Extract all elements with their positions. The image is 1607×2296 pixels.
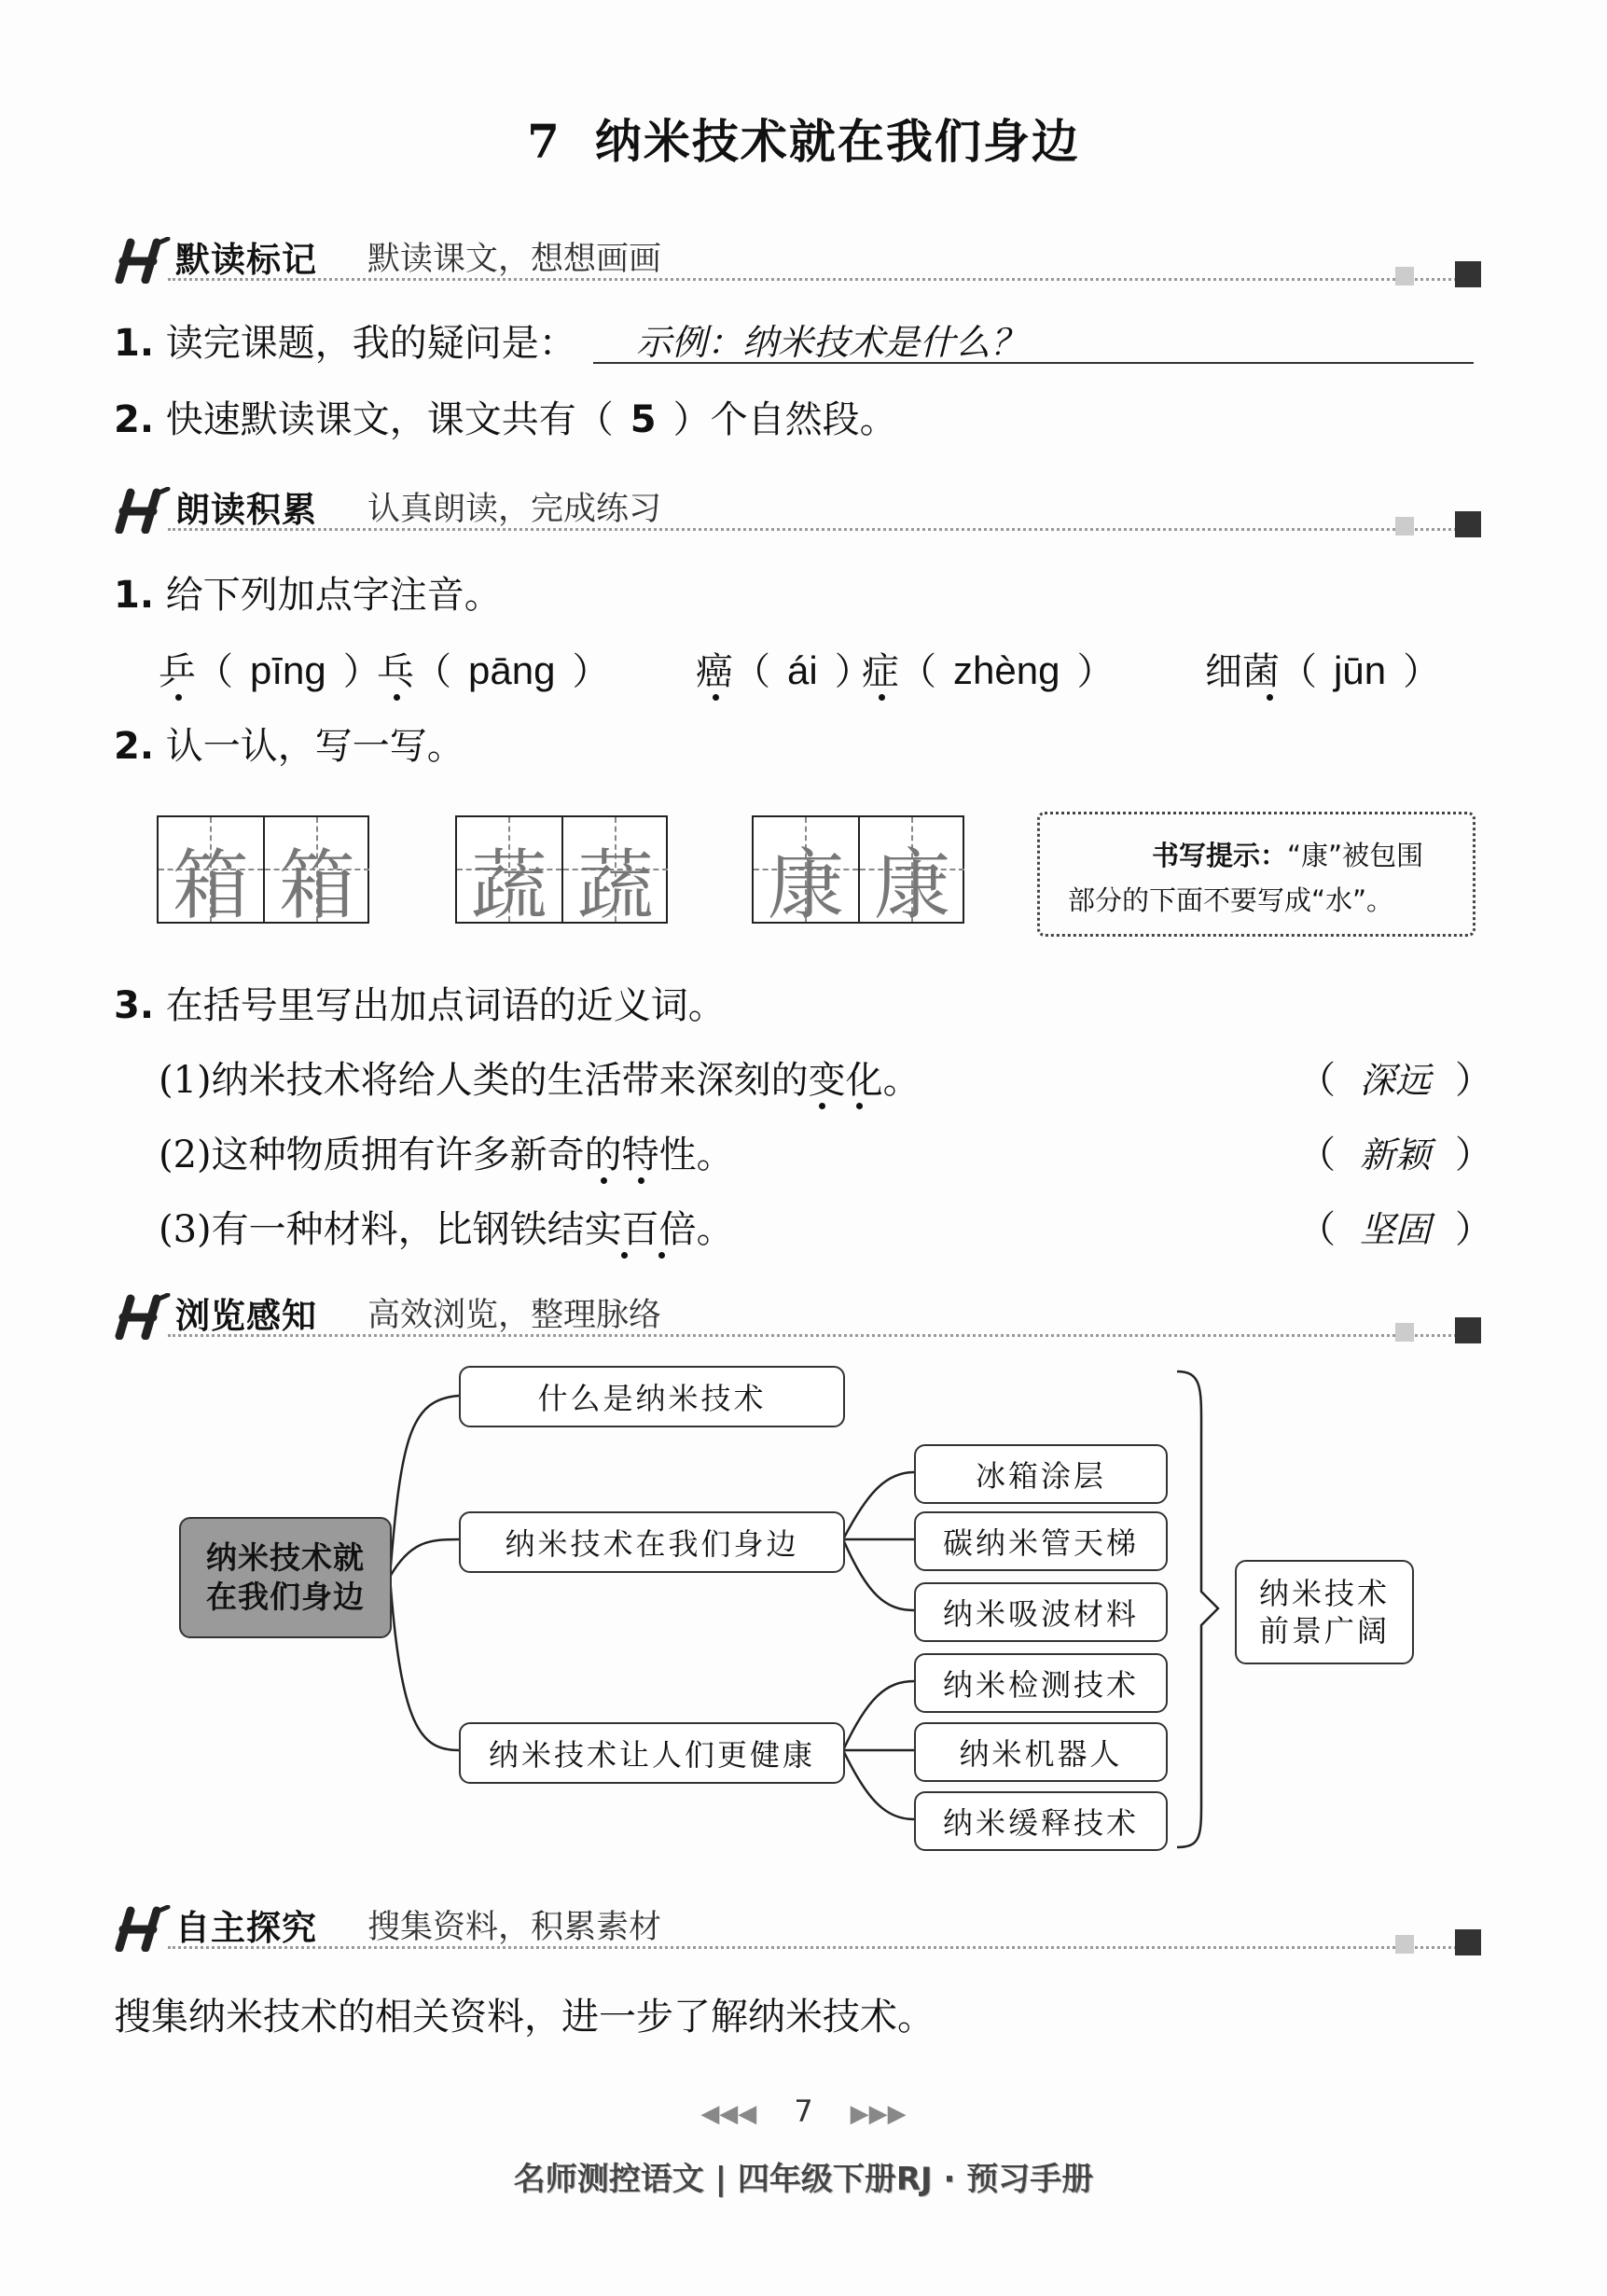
q-text: 读完课题，我的疑问是： [165,322,576,365]
mindmap-center-node [179,1517,392,1638]
pinyin-answer[interactable]: ái [787,648,818,692]
dotted-char: 乓 [377,650,414,693]
section-name: 自主探究 [175,1908,317,1948]
pinyin-item-4: 症（ zhèng ） [862,648,1115,693]
item-sentence: 这种物质拥有许多新奇的特性。 [211,1134,734,1176]
leaf-node: 纳米吸波材料 [914,1582,1168,1642]
section-subtitle: 搜集资料，积累素材 [367,1909,662,1946]
item-sentence: 纳米技术将给人类的生活带来深刻的变化。 [211,1059,921,1102]
synonym-answer: 深远 [1360,1060,1432,1101]
pinyin-answer[interactable]: zhèng [953,648,1060,692]
pinyin-item-1: 乒（ pīng ） [159,648,381,693]
branch-node-1: 什么是纳米技术 [459,1366,845,1427]
pinyin-item-5: 细菌（ jūn ） [1205,648,1441,693]
page-number-bar [0,2094,1607,2129]
written-char: 蔬 [576,842,654,930]
tip-label: 书写提示： [1152,840,1288,871]
explore-text: 搜集纳米技术的相关资料，进一步了解纳米技术。 [114,1996,935,2039]
item-label: (1) [159,1059,212,1102]
section-h-icon [114,1905,172,1952]
answer-bracket-2[interactable]: （ 新颖 ） [1298,1134,1493,1176]
answer-bracket-3[interactable]: （ 坚固 ） [1298,1208,1493,1251]
pinyin-item-2: 乓（ pāng ） [377,648,610,693]
q-number: 1. [114,322,155,365]
leaf-node: 纳米检测技术 [914,1653,1168,1713]
lesson-number: 7 [527,114,561,169]
pinyin-answer[interactable]: pīng [250,648,326,692]
synonym-answer: 新颖 [1360,1134,1432,1176]
q-text-before: 快速默读课文，课文共有（ [165,398,614,441]
written-char: 箱 [278,842,355,930]
synonym-answer: 坚固 [1360,1209,1432,1250]
next-arrows-icon: ▶▶▶ [850,2100,907,2128]
conclusion-line-1: 纳米技术 [1258,1576,1390,1611]
book-title: 名师测控语文 | 四年级下册RJ · 预习手册 [513,2161,1094,2198]
written-char: 康 [873,842,950,930]
conclusion-line-2: 前景广阔 [1258,1613,1390,1649]
dotted-char: 癌 [696,650,733,693]
branch-node-3: 纳米技术让人们更健康 [459,1722,845,1784]
pinyin-answer[interactable]: pāng [468,648,556,692]
center-line-2: 在我们身边 [206,1579,365,1615]
dotted-char: 乒 [159,650,196,693]
section-header-explore [114,1892,1481,1957]
conclusion-node [1235,1560,1414,1664]
pinyin-item-3: 癌（ ái ） [696,648,872,693]
section-name: 浏览感知 [175,1296,317,1336]
answer-bracket-1[interactable]: （ 深远 ） [1298,1059,1493,1102]
handwritten-answer: 示例：纳米技术是什么？ [636,322,1027,363]
model-char: 蔬 [470,842,547,930]
section-subtitle: 认真朗读，完成练习 [367,491,662,528]
model-char: 箱 [172,842,249,930]
q-number: 2. [114,398,155,441]
section-name: 朗读积累 [175,490,317,530]
section-subtitle: 高效浏览，整理脉络 [367,1297,662,1334]
q-text: 认一认，写一写。 [165,725,464,768]
center-line-1: 纳米技术就 [206,1539,365,1576]
branch-node-2: 纳米技术在我们身边 [459,1511,845,1573]
q-text-after: ）个自然段。 [672,398,897,441]
leaf-node[interactable]: 纳米机器人 [914,1722,1168,1782]
section-square-dark [1455,1929,1481,1955]
q-number: 1. [114,574,155,617]
leaf-node: 纳米缓释技术 [914,1791,1168,1851]
leaf-node[interactable]: 冰箱涂层 [914,1444,1168,1504]
q-text: 给下列加点字注音。 [165,574,502,617]
item-sentence: 有一种材料，比钢铁结实百倍。 [211,1208,734,1251]
page-number: 7 [794,2094,813,2129]
section-subtitle: 默读课文，想想画画 [367,241,662,278]
item-label: (2) [159,1134,212,1176]
q-number: 3. [114,984,155,1027]
plain-char: 细 [1205,650,1242,693]
section-square-light [1395,1935,1414,1954]
pinyin-answer[interactable]: jūn [1334,648,1387,692]
answer-value[interactable]: 5 [630,398,657,441]
model-char: 康 [767,842,844,930]
q-text: 在括号里写出加点词语的近义词。 [165,984,726,1027]
tip-text: “康”被包围 [1287,840,1424,871]
section-name: 默读标记 [175,240,317,280]
prev-arrows-icon: ◀◀◀ [700,2100,757,2128]
q-number: 2. [114,725,155,768]
dotted-char: 菌 [1242,650,1280,693]
section-rule [168,1946,1462,1949]
tip-line-2: 部分的下面不要写成“水”。 [1068,884,1394,916]
lesson-title: 纳米技术就在我们身边 [594,114,1080,169]
leaf-node: 碳纳米管天梯 [914,1511,1168,1571]
item-label: (3) [159,1208,212,1251]
dotted-char: 症 [862,650,899,693]
